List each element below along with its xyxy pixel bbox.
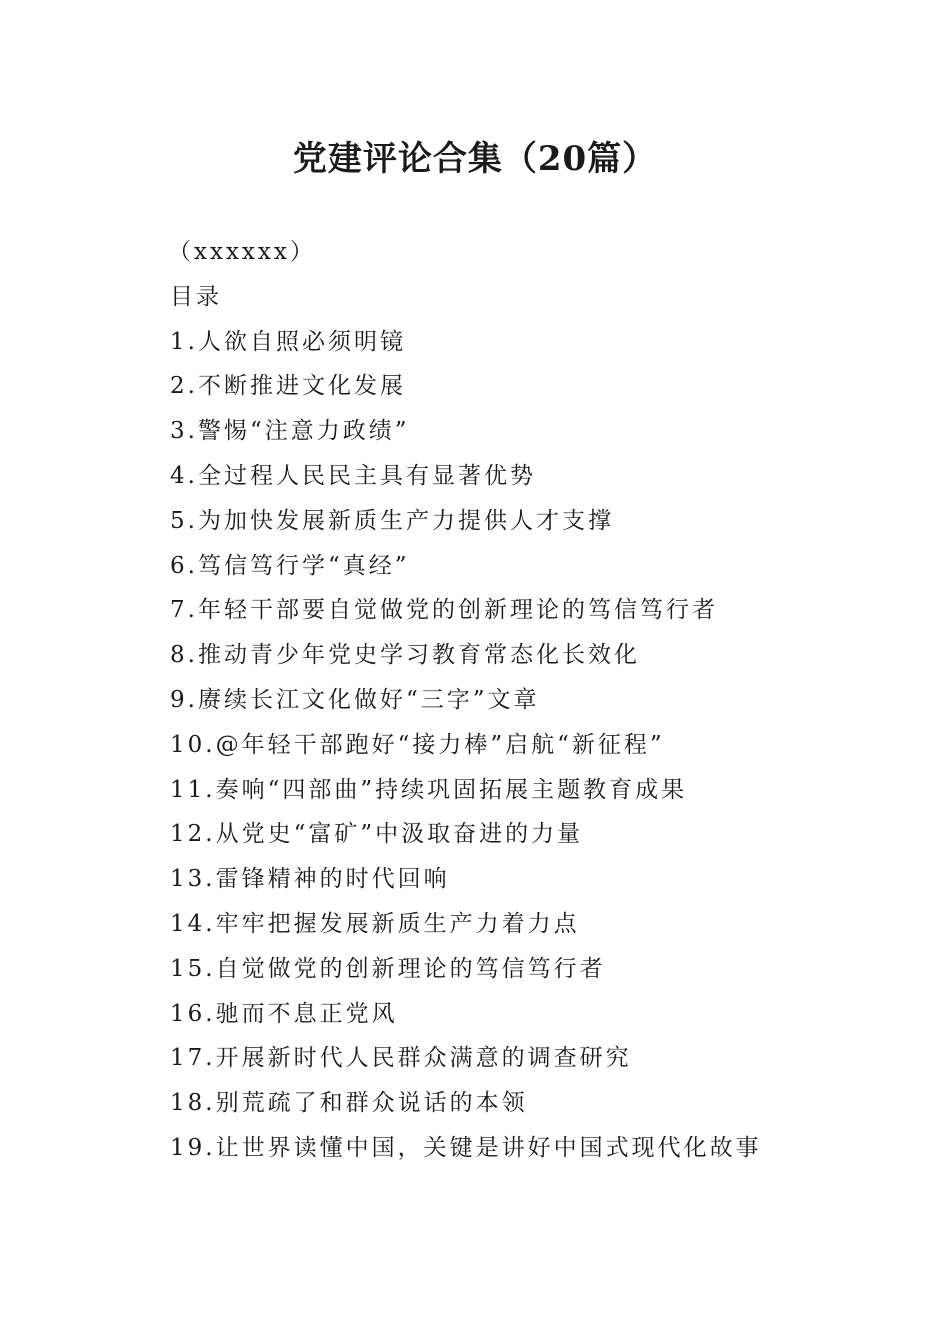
toc-item: 16.驰而不息正党风	[170, 1000, 398, 1027]
toc-item: 7.年轻干部要自觉做党的创新理论的笃信笃行者	[170, 597, 718, 624]
toc-item: 15.自觉做党的创新理论的笃信笃行者	[170, 955, 606, 982]
toc-item: 14.牢牢把握发展新质生产力着力点	[170, 910, 580, 937]
toc-item: 17.开展新时代人民群众满意的调查研究	[170, 1045, 632, 1072]
toc-item: 9.赓续长江文化做好“三字”文章	[170, 686, 540, 713]
toc-item: 2.不断推进文化发展	[170, 373, 406, 400]
toc-heading: 目录	[170, 283, 222, 310]
toc-item: 3.警惕“注意力政绩”	[170, 418, 410, 445]
author-line: （xxxxxx）	[168, 239, 316, 265]
toc-item: 13.雷锋精神的时代回响	[170, 866, 450, 893]
toc-item: 4.全过程人民民主具有显著优势	[170, 462, 536, 489]
toc-item: 5.为加快发展新质生产力提供人才支撑	[170, 507, 614, 534]
toc-item: 12.从党史“富矿”中汲取奋进的力量	[170, 821, 584, 848]
document-title: 党建评论合集（20篇）	[292, 139, 658, 179]
toc-item: 19.让世界读懂中国，关键是讲好中国式现代化故事	[170, 1134, 762, 1161]
toc-item: 18.别荒疏了和群众说话的本领	[170, 1090, 528, 1117]
toc-item: 6.笃信笃行学“真经”	[170, 552, 410, 579]
toc-item: 10.@年轻干部跑好“接力棒”启航“新征程”	[170, 731, 665, 758]
toc-list	[170, 320, 890, 1171]
toc-item: 11.奏响“四部曲”持续巩固拓展主题教育成果	[170, 776, 688, 803]
toc-item: 8.推动青少年党史学习教育常态化长效化	[170, 642, 640, 669]
document-body	[170, 230, 890, 1171]
toc-item: 1.人欲自照必须明镜	[170, 328, 406, 355]
